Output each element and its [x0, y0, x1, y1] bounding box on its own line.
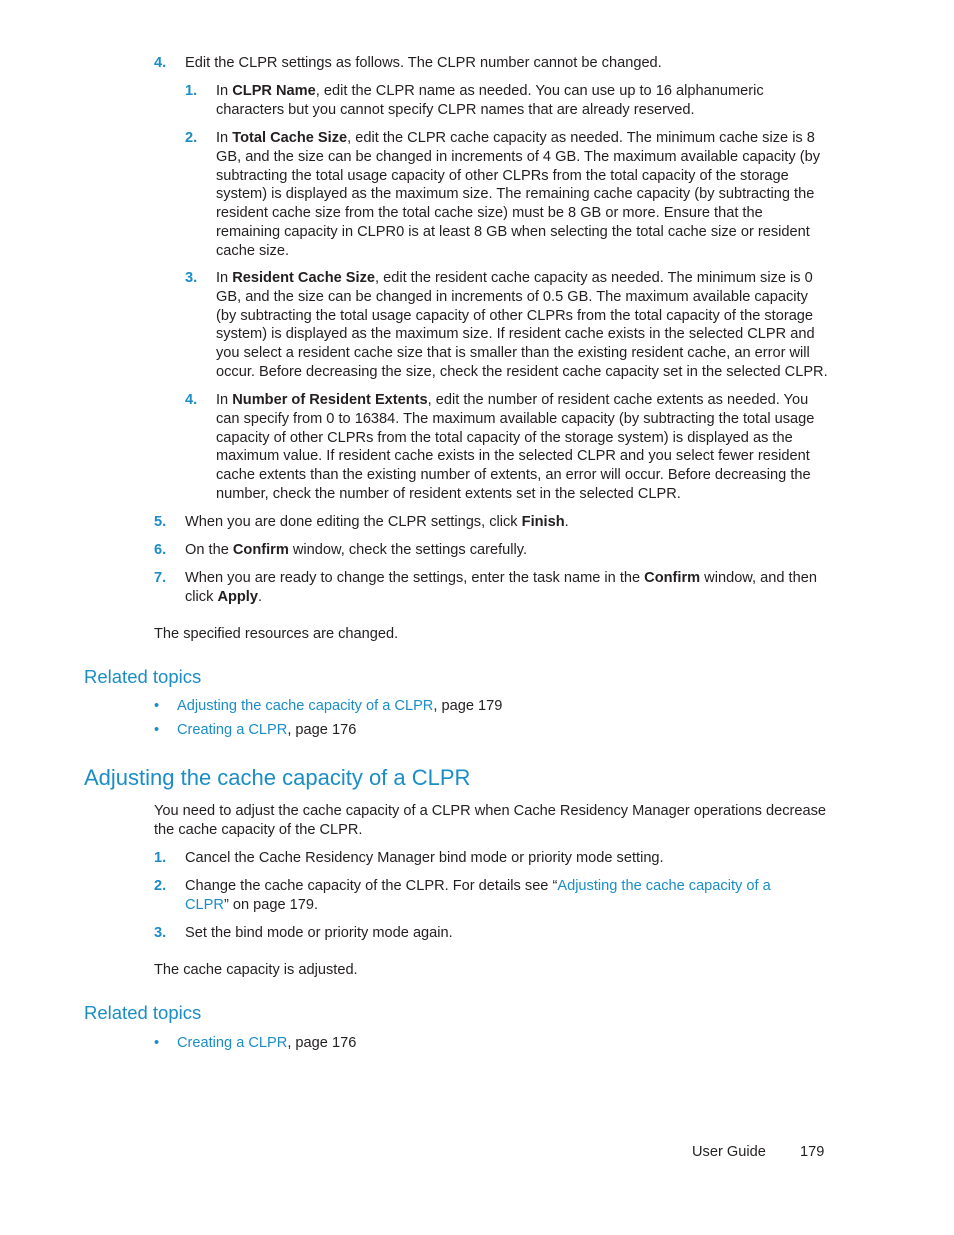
substep-1 [185, 82, 830, 120]
step-text: When you are ready to change the settings, enter the task name in the [185, 570, 645, 586]
related-item [154, 721, 754, 740]
substep-text: , edit the CLPR name as needed. You can use up to 16 alphanumeric characters but you cannot specify CLPR names that are already reserved. [216, 83, 764, 118]
ui-term: Apply [217, 588, 258, 605]
step-text: Set the bind mode or priority mode again. [185, 925, 453, 941]
related-topics-heading: Related topics [84, 1002, 202, 1023]
substep-number: 2. [185, 130, 198, 146]
step-number: 3. [154, 925, 167, 941]
substep-text: In [216, 130, 233, 146]
substep-text: , edit the resident cache capacity as needed. The minimum size is 0 GB, and the size can be changed in increments of 0.5 GB. The maximum available capacity (by subtracting the total usage capacity of other CLPRs from the total capacity of the storage system) is displayed as the maximum size. If resident cache exists in the selected CLPR and you select a resident cache size that is smaller than the existing resident cache, an error will occur. Before decreasing the size, check the resident cache capacity set in the selected CLPR. [216, 270, 828, 380]
result-text: The cache capacity is adjusted. [154, 962, 358, 978]
substep-number: 4. [185, 392, 198, 408]
substep-text: In [216, 83, 233, 99]
related-item [154, 1034, 754, 1053]
section-intro: You need to adjust the cache capacity of a CLPR when Cache Residency Manager operations decrease the cache capacity of the CLPR. [154, 803, 827, 838]
ui-term: Confirm [644, 570, 701, 586]
step-text: . [564, 514, 569, 530]
step-number: 5. [154, 514, 167, 530]
step-1 [154, 849, 830, 868]
step-text: On the [185, 542, 233, 558]
bullet: • [154, 1035, 160, 1051]
step-text: ” on page 179. [223, 896, 319, 913]
page-ref: , page 176 [287, 722, 357, 738]
ui-term: Number of Resident Extents [232, 392, 428, 408]
page-ref: , page 176 [287, 1035, 357, 1051]
step-number: 1. [154, 850, 167, 866]
step-2 [154, 877, 830, 915]
substep-text: In [216, 270, 233, 286]
related-link[interactable]: Creating a CLPR [177, 1035, 288, 1051]
cross-reference-link[interactable]: Adjusting the cache capacity of a CLPR [185, 878, 771, 913]
step-text: window, and then click [185, 570, 817, 605]
page-number: 179 [800, 1144, 825, 1160]
step-7 [154, 569, 830, 607]
ui-term: CLPR Name [232, 83, 316, 99]
footer-label: User Guide [692, 1144, 766, 1160]
step-text: . [257, 588, 263, 605]
substep-text: , edit the CLPR cache capacity as needed. The minimum cache size is 8 GB, and the size can be changed in increments of 4 GB. The maximum available capacity (by subtracting the total usage capacity of other CLPRs from the total capacity of the storage system) is displayed as the maximum size. The remaining cache capacity (by subtracting the resident cache size from the total cache size) must be 8 GB or more. Ensure that the remaining capacity in CLPR0 is at least 8 GB when selecting the total cache size or resident cache size. [216, 130, 821, 259]
step-text: Change the cache capacity of the CLPR. For details see “ [185, 878, 558, 894]
substep-text: , edit the number of resident cache extents as needed. You can specify from 0 to 16384. The maximum available capacity (by subtracting the total usage capacity of other CLPRs from the total capacity of the storage system) is displayed as the maximum value. If resident cache exists in the selected CLPR and you select fewer resident cache extents than the existing number of extents, an error will occur. Before decreasing the number, check the number of resident extents set in the selected CLPR. [216, 392, 815, 502]
bullet: • [154, 722, 160, 738]
result-text: The specified resources are changed. [154, 626, 399, 642]
substep-3 [185, 269, 830, 382]
related-link[interactable]: Adjusting the cache capacity of a CLPR [177, 698, 434, 714]
ui-term: Confirm [232, 542, 289, 558]
related-item [154, 697, 754, 716]
step-number: 2. [154, 878, 167, 894]
step-5 [154, 513, 830, 532]
ui-term: Finish [521, 514, 565, 530]
related-link[interactable]: Creating a CLPR [177, 722, 288, 738]
ui-term: Total Cache Size [232, 130, 348, 146]
substep-number: 3. [185, 270, 198, 286]
step-text: Edit the CLPR settings as follows. The CLPR number cannot be changed. [185, 55, 662, 71]
step-number: 6. [154, 542, 167, 558]
section-title: Adjusting the cache capacity of a CLPR [84, 765, 471, 790]
substep-text: In [216, 392, 233, 408]
substep-4 [185, 391, 830, 504]
step-3 [154, 924, 830, 943]
ui-term: Resident Cache Size [232, 270, 375, 286]
substep-number: 1. [185, 83, 198, 99]
step-text: window, check the settings carefully. [288, 542, 528, 558]
step-text: When you are done editing the CLPR settings, click [185, 514, 522, 530]
step-text: Cancel the Cache Residency Manager bind mode or priority mode setting. [185, 850, 664, 866]
step-6 [154, 541, 830, 560]
substep-2 [185, 129, 830, 261]
page-ref: , page 179 [433, 698, 503, 714]
bullet: • [154, 698, 160, 714]
step-4 [154, 54, 830, 73]
step-number: 7. [154, 570, 167, 586]
related-topics-heading: Related topics [84, 666, 202, 687]
step-number: 4. [154, 55, 167, 71]
